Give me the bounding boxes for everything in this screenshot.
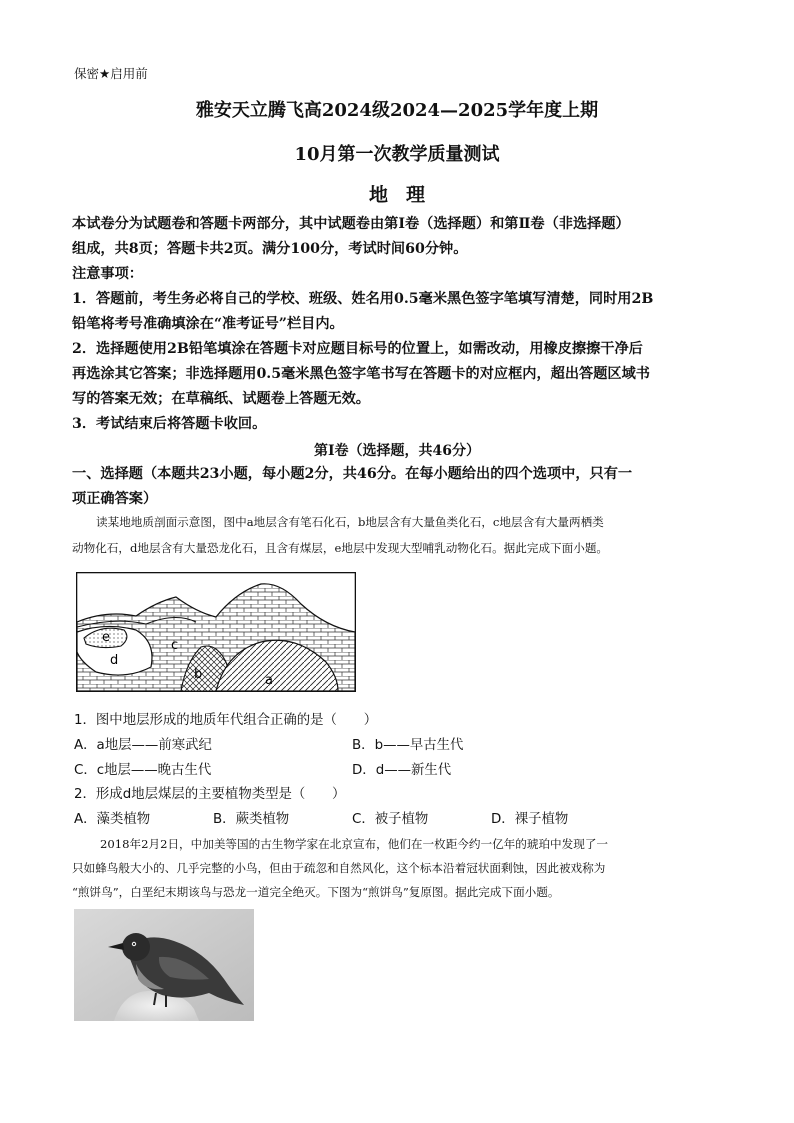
option-b: B．b——早古生代 [352, 738, 464, 753]
notice-item: 3．考试结束后将答题卡收回。 [72, 416, 267, 432]
section-instruction: 一、选择题（本题共23小题，每小题2分，共46分。在每小题给出的四个选项中，只有一 [72, 466, 633, 482]
notice-heading: 注意事项： [72, 266, 143, 282]
passage-text: 只如蜂鸟般大小的、几乎完整的小鸟，但由于疏忽和自然风化，这个标本沿着冠状面剩蚀，因此被戏称为 [72, 861, 606, 875]
notice-item: 1．答题前，考生务必将自己的学校、班级、姓名用0.5毫米黑色签字笔填写清楚，同时用2B [72, 291, 654, 307]
question-stem: 1．图中地层形成的地质年代组合正确的是（ ） [74, 713, 378, 728]
option-d: D．d——新生代 [352, 763, 452, 778]
section-title: 第Ⅰ卷（选择题，共46分） [313, 443, 481, 459]
option-c: C．c地层——晚古生代 [74, 763, 212, 778]
passage-text: 动物化石，d地层含有大量恐龙化石，且含有煤层，e地层中发现大型哺乳动物化石。据此完成下面小题。 [72, 541, 609, 555]
layer-label-a: a [265, 673, 273, 688]
layer-label-e: e [102, 630, 110, 645]
notice-item: 再选涂其它答案；非选择题用0.5毫米黑色签字笔书写在答题卡的对应框内，超出答题区域书 [72, 366, 650, 382]
layer-label-b: b [194, 667, 203, 682]
notice-item: 写的答案无效；在草稿纸、试题卷上答题无效。 [72, 391, 370, 407]
exam-subtitle: 10月第一次教学质量测试 [294, 144, 500, 165]
intro-line: 组成，共8页；答题卡共2页。满分100分，考试时间60分钟。 [72, 241, 468, 257]
option-a: A．藻类植物 [74, 812, 151, 827]
confidential-mark: 保密★启用前 [74, 66, 148, 81]
notice-item: 铅笔将考号准确填涂在“准考证号”栏目内。 [72, 316, 344, 332]
passage-text: “煎饼鸟”，白垩纪末期该鸟与恐龙一道完全绝灭。下图为“煎饼鸟”复原图。据此完成下面小题。 [72, 885, 560, 899]
passage-text: 2018年2月2日，中加美等国的古生物学家在北京宣布，他们在一枚距今约一亿年的琥珀中发现了一 [100, 837, 609, 851]
notice-item: 2．选择题使用2B铅笔填涂在答题卡对应题目标号的位置上，如需改动，用橡皮擦擦干净后 [72, 341, 643, 357]
subject-title: 地理 [368, 184, 443, 206]
intro-line: 本试卷分为试题卷和答题卡两部分，其中试题卷由第Ⅰ卷（选择题）和第Ⅱ卷（非选择题） [72, 216, 630, 232]
layer-label-c: c [171, 638, 179, 653]
option-c: C．被子植物 [352, 812, 429, 827]
bird-reconstruction-image [74, 909, 254, 1021]
exam-title: 雅安天立腾飞高2024级2024—2025学年度上期 [195, 100, 599, 121]
geologic-section-diagram [76, 572, 356, 692]
question-stem: 2．形成d地层煤层的主要植物类型是（ ） [74, 787, 346, 802]
layer-label-d: d [110, 653, 119, 668]
passage-text: 读某地地质剖面示意图，图中a地层含有笔石化石，b地层含有大量鱼类化石，c地层含有大量两栖类 [96, 515, 604, 529]
section-instruction: 项正确答案） [72, 491, 158, 507]
option-b: B．蕨类植物 [213, 812, 290, 827]
option-d: D．裸子植物 [491, 812, 569, 827]
option-a: A．a地层——前寒武纪 [74, 738, 212, 753]
